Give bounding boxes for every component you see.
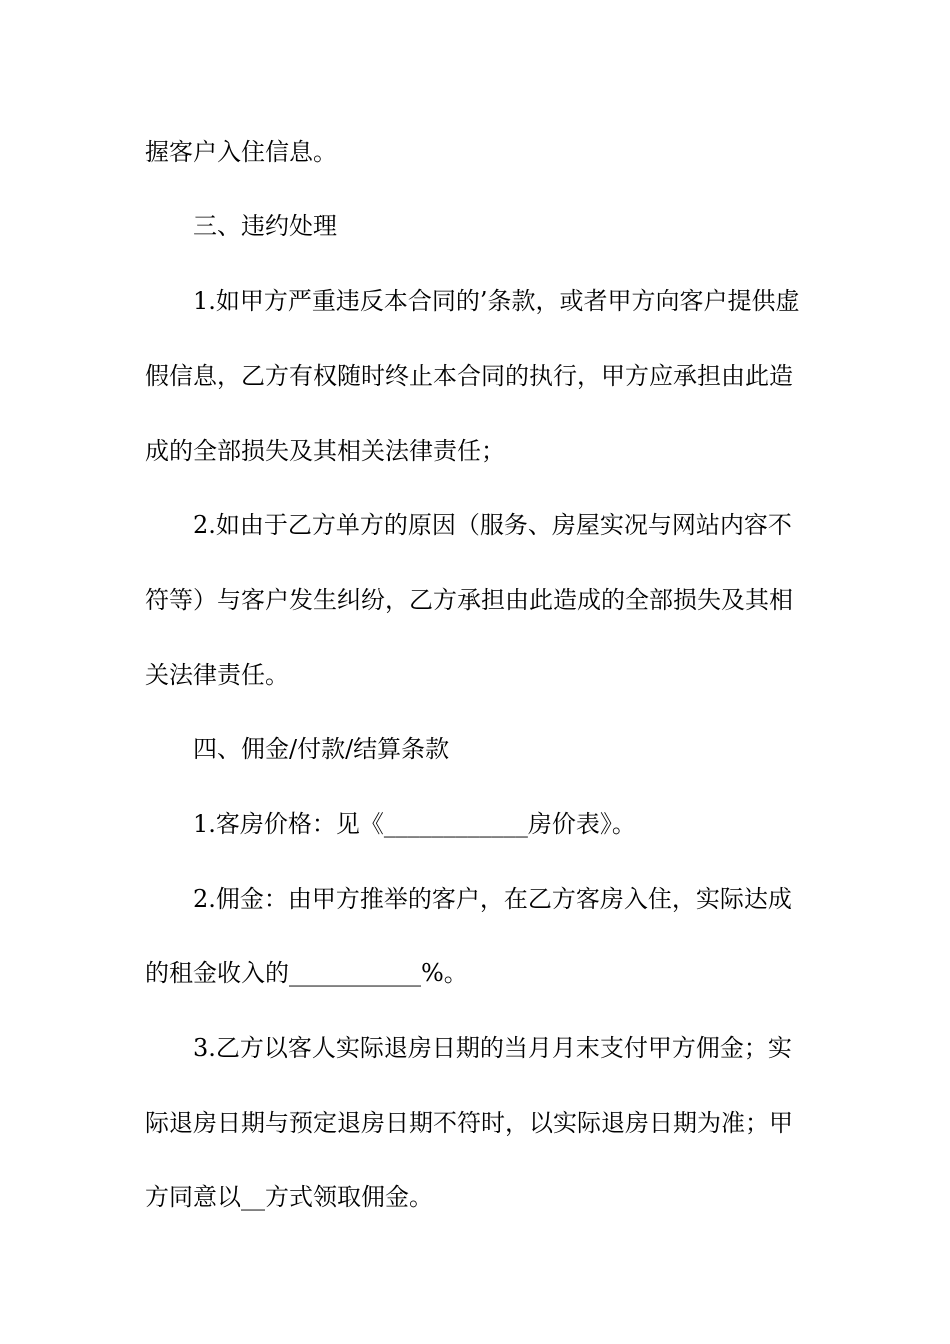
- clause-4-3-line: 方同意以__方式领取佣金。: [145, 1183, 433, 1211]
- section-heading-breach: 三、违约处理: [193, 212, 337, 240]
- body-text-line: 握客户入住信息。: [145, 138, 337, 166]
- clause-4-3-line: 际退房日期与预定退房日期不符时，以实际退房日期为准；甲: [145, 1109, 793, 1137]
- clause-4-3-line: 3.乙方以客人实际退房日期的当月月末支付甲方佣金；实: [193, 1034, 792, 1062]
- clause-3-1-line: 成的全部损失及其相关法律责任；: [145, 437, 505, 465]
- section-heading-commission: 四、佣金/付款/结算条款: [193, 735, 450, 763]
- clause-4-1-line: 1.客房价格：见《____________房价表》。: [193, 810, 636, 838]
- clause-3-2-line: 2.如由于乙方单方的原因（服务、房屋实况与网站内容不: [193, 511, 792, 539]
- clause-3-2-line: 符等）与客户发生纠纷，乙方承担由此造成的全部损失及其相: [145, 586, 793, 614]
- clause-3-1-line: 1.如甲方严重违反本合同的’条款，或者甲方向客户提供虚: [193, 287, 800, 315]
- clause-3-1-line: 假信息，乙方有权随时终止本合同的执行，甲方应承担由此造: [145, 362, 793, 390]
- clause-3-2-line: 关法律责任。: [145, 661, 289, 689]
- clause-4-2-line: 2.佣金：由甲方推举的客户，在乙方客房入住，实际达成: [193, 885, 792, 913]
- clause-4-2-line: 的租金收入的___________%。: [145, 959, 468, 987]
